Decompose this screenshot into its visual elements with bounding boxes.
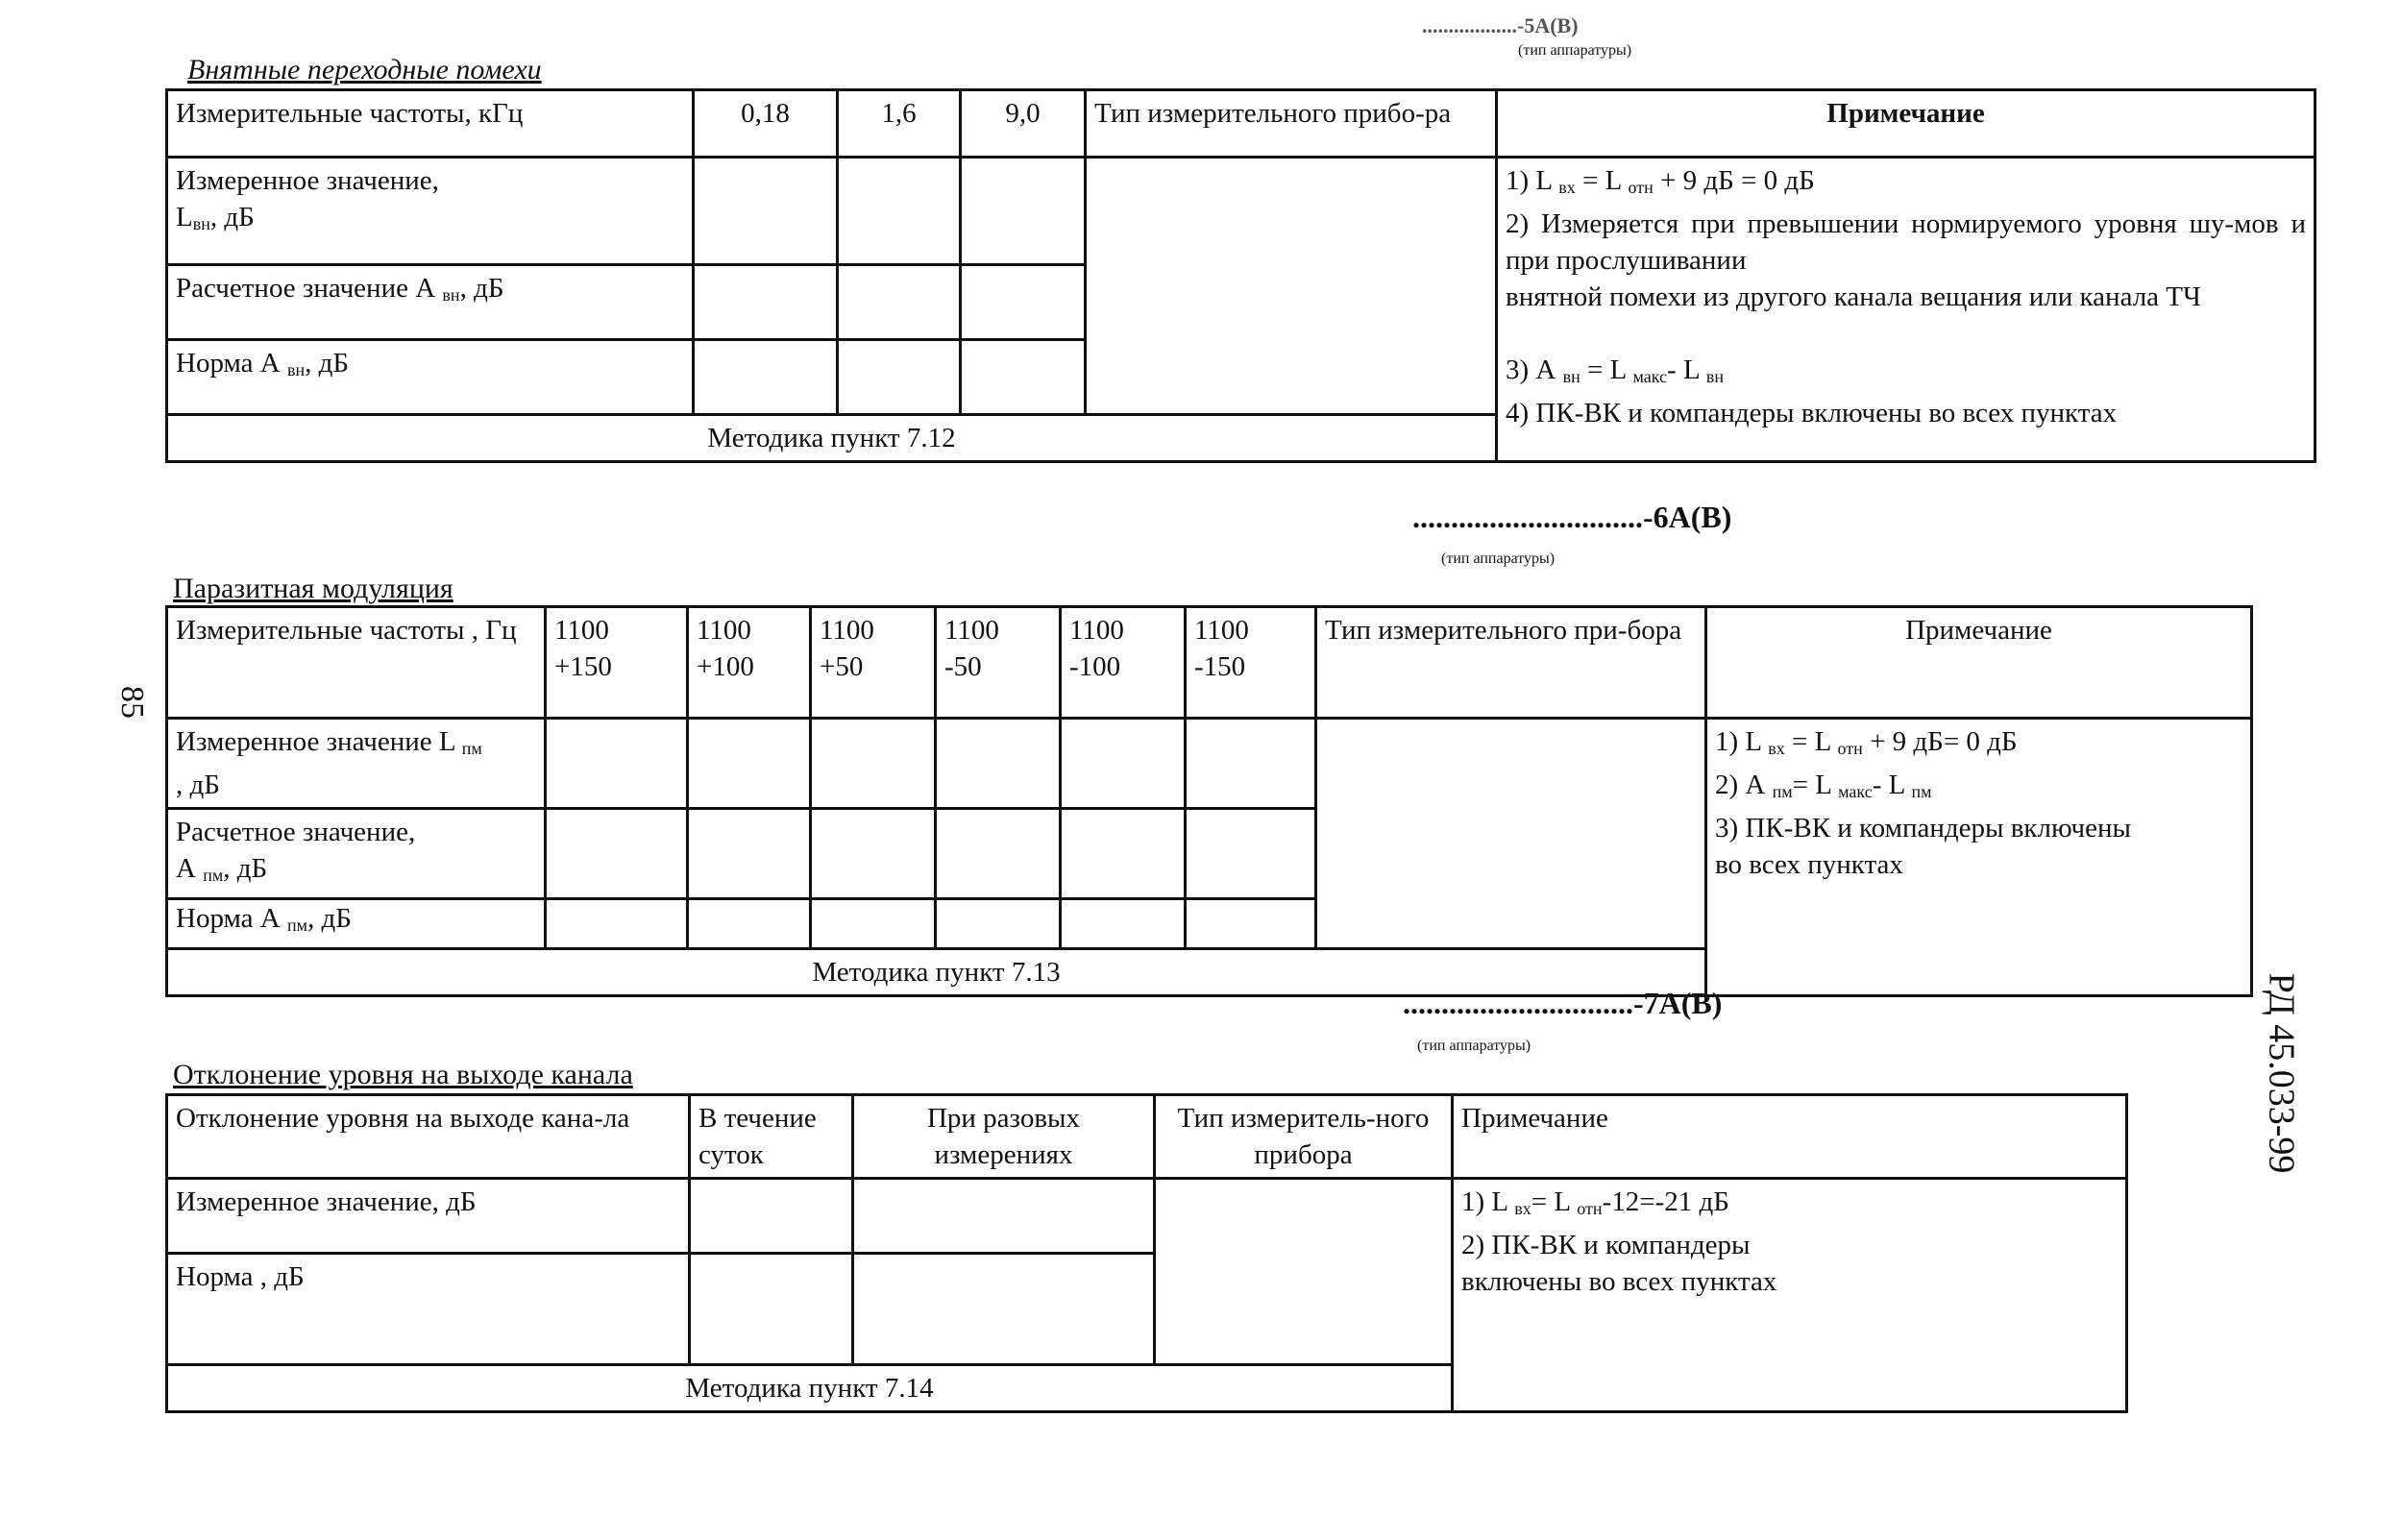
cell-instrument[interactable] (1086, 158, 1497, 415)
row-norm: Норма , дБ (167, 1254, 690, 1365)
equipment-type-caption-3: (тип аппаратуры) (1417, 1038, 1531, 1054)
cell-instrument[interactable] (1316, 719, 1706, 949)
header-freq-2: 1100 +100 (688, 607, 811, 719)
page-number: 85 (114, 686, 150, 719)
header-level-deviation: Отклонение уровня на выходе кана-ла (167, 1095, 690, 1179)
cell-input[interactable] (1186, 719, 1316, 809)
cell-input[interactable] (838, 340, 961, 415)
header-freq-1: 0,18 (694, 90, 838, 158)
notes-cell: 1) L $_{вх}$= L $_{отн}$-12=-21 дБ 2) ПК-ВК и компандеры включены во всех пунктах (1453, 1179, 2127, 1412)
header-instrument-type: Тип измерительного при-бора (1316, 607, 1706, 719)
cell-input[interactable] (688, 899, 811, 949)
cell-input[interactable] (1186, 899, 1316, 949)
cell-input[interactable] (1061, 809, 1186, 899)
cell-input[interactable] (546, 899, 688, 949)
notes-cell: 1) L $_{вх}$ = L $_{отн}$ + 9 дБ= 0 дБ 2) А $_{пм}$= L $_{макс}$- L $_{пм}$ 3) ПК-ВК и компандеры включены во всех пунктах (1706, 719, 2252, 996)
cell-input[interactable] (961, 340, 1086, 415)
cell-input[interactable] (546, 719, 688, 809)
cell-input[interactable] (690, 1179, 853, 1254)
header-freq-3: 1100 +50 (811, 607, 936, 719)
cell-input[interactable] (688, 809, 811, 899)
cell-input[interactable] (811, 719, 936, 809)
row-norm: Норма А $_{пм}$, дБ (167, 899, 546, 949)
header-single-measurement: При разовых измерениях (853, 1095, 1155, 1179)
equipment-type-caption-2: (тип аппаратуры) (1441, 550, 1556, 567)
row-calculated-value: Расчетное значение А $_{вн}$, дБ (167, 265, 694, 340)
cell-input[interactable] (694, 158, 838, 265)
header-measure-freq: Измерительные частоты, кГц (167, 90, 694, 158)
row-measured-value: Измеренное значение, дБ (167, 1179, 690, 1254)
cell-input[interactable] (811, 899, 936, 949)
header-during-day: В течение суток (690, 1095, 853, 1179)
crosstalk-table (165, 88, 2316, 463)
header-freq-3: 9,0 (961, 90, 1086, 158)
cell-input[interactable] (838, 265, 961, 340)
method-reference: Методика пункт 7.13 (167, 949, 1706, 996)
cell-input[interactable] (1061, 899, 1186, 949)
header-freq-5: 1100 -100 (1061, 607, 1186, 719)
equipment-type-line-1: ..................-5А(В) (1422, 13, 1579, 37)
section-title-crosstalk: Внятные переходные помехи (187, 54, 542, 86)
method-reference: Методика пункт 7.12 (167, 415, 1497, 462)
header-freq-2: 1,6 (838, 90, 961, 158)
cell-input[interactable] (853, 1179, 1155, 1254)
header-note: Примечание (1497, 90, 2315, 158)
cell-input[interactable] (1061, 719, 1186, 809)
cell-input[interactable] (688, 719, 811, 809)
equipment-type-line-2: ..............................-6А(В) (1412, 500, 1732, 534)
cell-input[interactable] (936, 899, 1061, 949)
cell-input[interactable] (936, 809, 1061, 899)
header-freq-4: 1100 -50 (936, 607, 1061, 719)
cell-input[interactable] (1186, 809, 1316, 899)
equipment-type-caption-1: (тип аппаратуры) (1518, 42, 1632, 59)
equipment-type-line-3: ..............................-7А(В) (1403, 986, 1723, 1020)
cell-input[interactable] (690, 1254, 853, 1365)
header-freq-6: 1100 -150 (1186, 607, 1316, 719)
row-measured-value: Измеренное значение L $_{пм}$ , дБ (167, 719, 546, 809)
cell-input[interactable] (838, 158, 961, 265)
cell-input[interactable] (961, 158, 1086, 265)
document-code: РД 45.033-99 (2261, 972, 2302, 1174)
header-instrument-type: Тип измеритель-ного прибора (1155, 1095, 1453, 1179)
section-title-parasitic-modulation: Паразитная модуляция (173, 573, 453, 604)
parasitic-modulation-table (165, 605, 2253, 997)
level-deviation-table (165, 1093, 2128, 1413)
cell-input[interactable] (694, 265, 838, 340)
cell-input[interactable] (961, 265, 1086, 340)
cell-input[interactable] (811, 809, 936, 899)
cell-input[interactable] (546, 809, 688, 899)
cell-input[interactable] (694, 340, 838, 415)
notes-cell: 1) L $_{вх}$ = L $_{отн}$ + 9 дБ = 0 дБ 2) Измеряется при превышении нормируемого уровня шу-мов и при прослушивании внятной помехи из другого канала вещания или канала ТЧ 3) А $_{вн}$ = L $_{макс}$- L $_{вн}$ 4) ПК-ВК и компандеры включены во всех пунктах (1497, 158, 2315, 462)
cell-instrument[interactable] (1155, 1179, 1453, 1365)
header-freq-1: 1100 +150 (546, 607, 688, 719)
row-calculated-value: Расчетное значение, А $_{пм}$, дБ (167, 809, 546, 899)
section-title-level-deviation: Отклонение уровня на выходе канала (173, 1059, 633, 1090)
row-measured-value: Измеренное значение, $L_{вн}$, дБ (167, 158, 694, 265)
row-norm: Норма А $_{вн}$, дБ (167, 340, 694, 415)
header-measure-freq: Измерительные частоты , Гц (167, 607, 546, 719)
header-note: Примечание (1706, 607, 2252, 719)
header-instrument-type: Тип измерительного прибо-ра (1086, 90, 1497, 158)
cell-input[interactable] (936, 719, 1061, 809)
header-note: Примечание (1453, 1095, 2127, 1179)
cell-input[interactable] (853, 1254, 1155, 1365)
method-reference: Методика пункт 7.14 (167, 1365, 1453, 1412)
